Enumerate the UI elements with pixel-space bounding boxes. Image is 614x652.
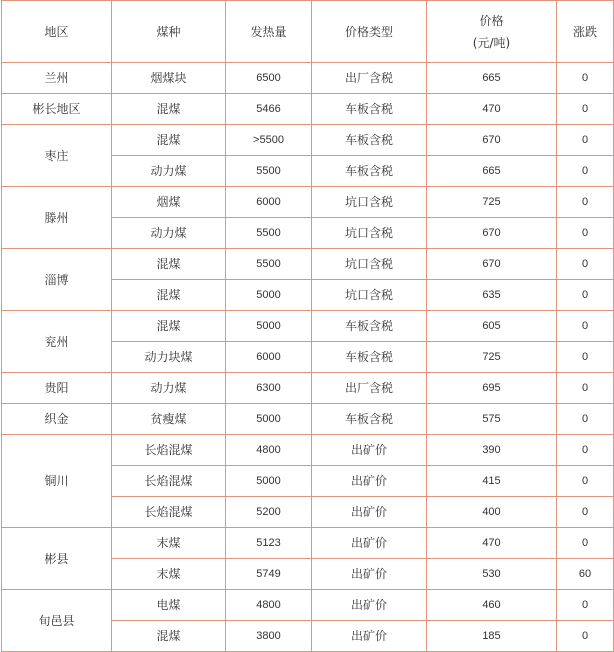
change-cell: 0 [557, 590, 614, 621]
calorific-value-cell: 6000 [226, 342, 312, 373]
calorific-value-cell: 6000 [226, 187, 312, 218]
change-cell: 0 [557, 466, 614, 497]
coal-type-cell: 末煤 [112, 559, 226, 590]
price-type-cell: 出矿价 [312, 466, 427, 497]
coal-type-cell: 长焰混煤 [112, 497, 226, 528]
region-cell: 贵阳 [2, 373, 112, 404]
header-calorific-value: 发热量 [226, 1, 312, 63]
change-cell: 0 [557, 187, 614, 218]
price-cell: 695 [427, 373, 557, 404]
price-cell: 635 [427, 280, 557, 311]
table-row [2, 590, 614, 621]
coal-type-cell: 混煤 [112, 311, 226, 342]
coal-type-cell: 混煤 [112, 280, 226, 311]
price-type-cell: 出厂含税 [312, 63, 427, 94]
region-cell: 淄博 [2, 249, 112, 311]
table-row [2, 404, 614, 435]
price-cell: 415 [427, 466, 557, 497]
coal-type-cell: 电煤 [112, 590, 226, 621]
region-cell: 旬邑县 [2, 590, 112, 652]
coal-type-cell: 长焰混煤 [112, 435, 226, 466]
coal-type-cell: 长焰混煤 [112, 466, 226, 497]
price-cell: 400 [427, 497, 557, 528]
price-type-cell: 坑口含税 [312, 218, 427, 249]
price-cell: 390 [427, 435, 557, 466]
header-price [427, 1, 557, 63]
calorific-value-cell: 6500 [226, 63, 312, 94]
region-cell: 滕州 [2, 187, 112, 249]
table-row [2, 311, 614, 342]
region-cell: 枣庄 [2, 125, 112, 187]
change-cell: 0 [557, 156, 614, 187]
table-row [2, 63, 614, 94]
price-cell: 670 [427, 218, 557, 249]
price-cell: 665 [427, 63, 557, 94]
change-cell: 0 [557, 280, 614, 311]
price-cell: 605 [427, 311, 557, 342]
table-row [2, 249, 614, 280]
price-type-cell: 坑口含税 [312, 280, 427, 311]
coal-type-cell: 动力块煤 [112, 342, 226, 373]
coal-type-cell: 混煤 [112, 249, 226, 280]
table-row [2, 94, 614, 125]
header-price-type: 价格类型 [312, 1, 427, 63]
price-cell: 670 [427, 125, 557, 156]
calorific-value-cell: 5500 [226, 249, 312, 280]
coal-type-cell: 动力煤 [112, 373, 226, 404]
price-type-cell: 出矿价 [312, 621, 427, 652]
change-cell: 0 [557, 342, 614, 373]
region-cell: 铜川 [2, 435, 112, 528]
price-type-cell: 出厂含税 [312, 373, 427, 404]
region-cell: 彬县 [2, 528, 112, 590]
calorific-value-cell: 4800 [226, 435, 312, 466]
price-type-cell: 出矿价 [312, 435, 427, 466]
coal-type-cell: 末煤 [112, 528, 226, 559]
price-cell: 575 [427, 404, 557, 435]
header-coal-type: 煤种 [112, 1, 226, 63]
coal-type-cell: 烟煤块 [112, 63, 226, 94]
header-price-label: 价格 [479, 13, 504, 28]
table-row [2, 125, 614, 156]
header-price-unit: (元/吨) [472, 35, 511, 50]
change-cell: 0 [557, 435, 614, 466]
change-cell: 0 [557, 63, 614, 94]
calorific-value-cell: 4800 [226, 590, 312, 621]
change-cell: 0 [557, 311, 614, 342]
price-type-cell: 出矿价 [312, 528, 427, 559]
calorific-value-cell: 5000 [226, 466, 312, 497]
calorific-value-cell: 5749 [226, 559, 312, 590]
change-cell: 0 [557, 497, 614, 528]
calorific-value-cell: >5500 [226, 125, 312, 156]
price-type-cell: 出矿价 [312, 590, 427, 621]
change-cell: 0 [557, 621, 614, 652]
region-cell: 织金 [2, 404, 112, 435]
price-cell: 470 [427, 94, 557, 125]
calorific-value-cell: 5000 [226, 280, 312, 311]
change-cell: 0 [557, 125, 614, 156]
calorific-value-cell: 5000 [226, 404, 312, 435]
price-cell: 185 [427, 621, 557, 652]
calorific-value-cell: 3800 [226, 621, 312, 652]
table-row [2, 435, 614, 466]
region-cell: 兖州 [2, 311, 112, 373]
calorific-value-cell: 5123 [226, 528, 312, 559]
header-row [2, 1, 614, 63]
header-region: 地区 [2, 1, 112, 63]
calorific-value-cell: 5500 [226, 156, 312, 187]
change-cell: 0 [557, 218, 614, 249]
price-type-cell: 车板含税 [312, 404, 427, 435]
price-cell: 725 [427, 187, 557, 218]
coal-type-cell: 贫瘦煤 [112, 404, 226, 435]
price-type-cell: 坑口含税 [312, 187, 427, 218]
coal-type-cell: 混煤 [112, 94, 226, 125]
coal-type-cell: 混煤 [112, 621, 226, 652]
price-cell: 670 [427, 249, 557, 280]
table-row [2, 528, 614, 559]
table-body [2, 1, 614, 652]
change-cell: 0 [557, 528, 614, 559]
table-row [2, 373, 614, 404]
region-cell: 兰州 [2, 63, 112, 94]
price-type-cell: 出矿价 [312, 497, 427, 528]
price-cell: 530 [427, 559, 557, 590]
price-type-cell: 车板含税 [312, 125, 427, 156]
calorific-value-cell: 5200 [226, 497, 312, 528]
price-cell: 470 [427, 528, 557, 559]
coal-price-table [1, 0, 614, 652]
calorific-value-cell: 5500 [226, 218, 312, 249]
calorific-value-cell: 5000 [226, 311, 312, 342]
price-type-cell: 车板含税 [312, 94, 427, 125]
price-type-cell: 坑口含税 [312, 249, 427, 280]
coal-type-cell: 烟煤 [112, 187, 226, 218]
calorific-value-cell: 6300 [226, 373, 312, 404]
change-cell: 0 [557, 249, 614, 280]
coal-type-cell: 混煤 [112, 125, 226, 156]
calorific-value-cell: 5466 [226, 94, 312, 125]
change-cell: 0 [557, 94, 614, 125]
price-type-cell: 车板含税 [312, 311, 427, 342]
price-type-cell: 出矿价 [312, 559, 427, 590]
price-cell: 460 [427, 590, 557, 621]
price-cell: 665 [427, 156, 557, 187]
price-type-cell: 车板含税 [312, 156, 427, 187]
region-cell: 彬长地区 [2, 94, 112, 125]
coal-type-cell: 动力煤 [112, 218, 226, 249]
change-cell: 60 [557, 559, 614, 590]
change-cell: 0 [557, 404, 614, 435]
price-cell: 725 [427, 342, 557, 373]
price-type-cell: 车板含税 [312, 342, 427, 373]
header-change: 涨跌 [557, 1, 614, 63]
table-row [2, 187, 614, 218]
coal-type-cell: 动力煤 [112, 156, 226, 187]
change-cell: 0 [557, 373, 614, 404]
